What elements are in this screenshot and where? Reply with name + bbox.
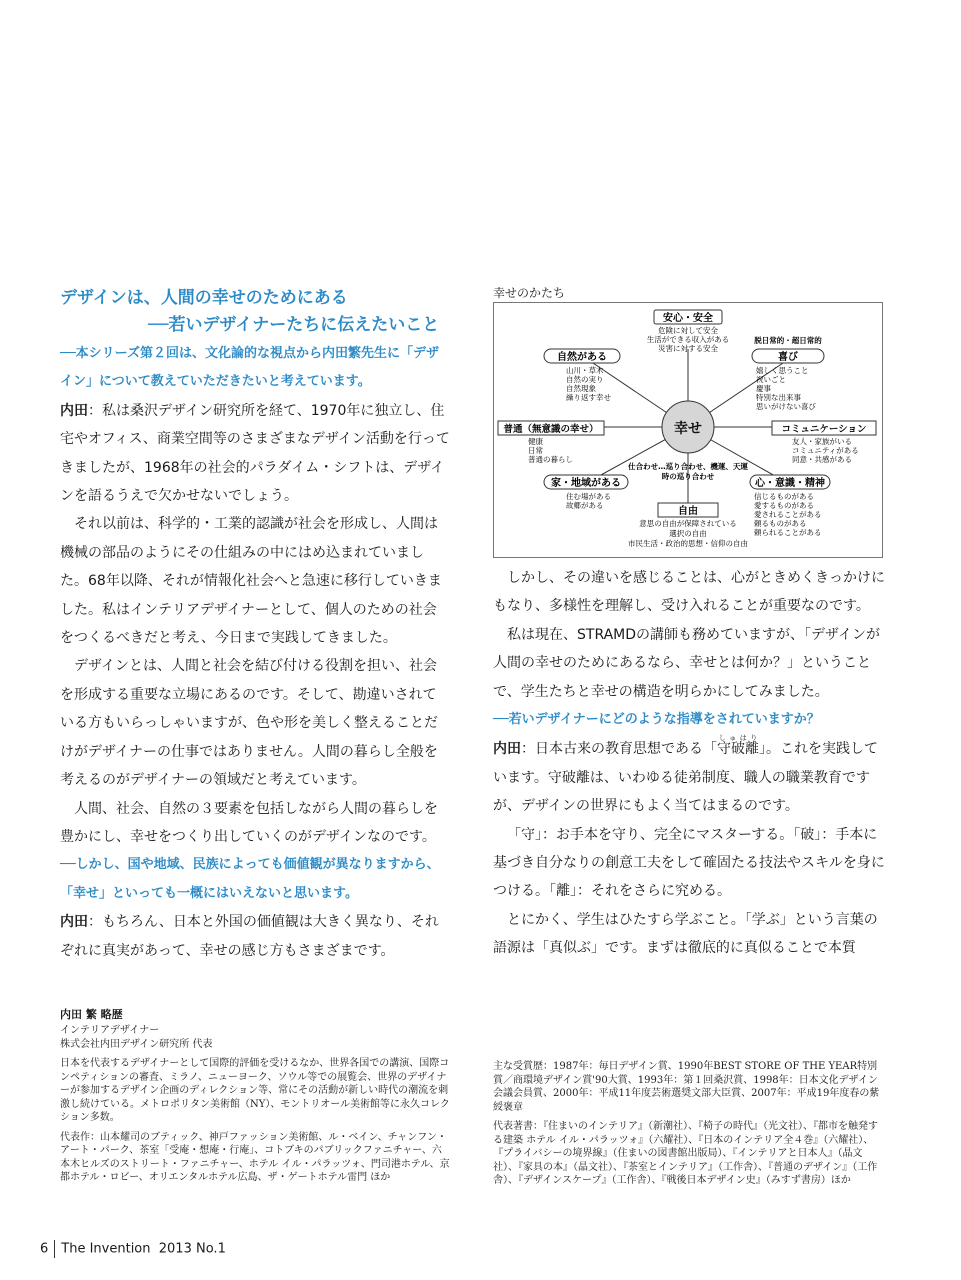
- paragraph: とにかく、学生はひたすら学ぶこと。「学ぶ」という言葉の語源は「真似ぶ」です。まずは徹底的に真似ることで本質: [493, 911, 878, 957]
- node-shizen-item: 山川・草木: [566, 366, 604, 375]
- interviewer-question-1: ──本シリーズ第２回は、文化論的な視点から内田繁先生に「デザイン」について教えていただきたいと考えています。: [60, 346, 440, 390]
- node-futsuu-item: 普通の暮らし: [528, 455, 573, 464]
- node-yorokobi-item: 特別な出来事: [756, 393, 801, 402]
- bio-books: 代表著書：『住まいのインテリア』（新潮社）、『椅子の時代』（光文社）、『都市を触発する建築 ホテル イル・パラッツォ』（六耀社）、『日本のインテリア全４巻』（六耀社）、『プライバシーの境界線』（住まいの図書館出版局）、『インテリアと日本人』（晶文社）、『家具の本』（晶文社）、『茶室とインテリア』（工作舎）、『普通のデザイン』（工作舎）、『デザインスケープ』（工作舎）、『戦後日本デザイン史』（みすず書房）ほか: [493, 1121, 878, 1186]
- bio-role: インテリアデザイナー: [60, 1025, 160, 1036]
- node-jiyu-label: 自由: [678, 506, 698, 517]
- node-ie-label: 家・地域がある: [551, 478, 621, 489]
- shuhari-word: [717, 734, 759, 758]
- center-label: 幸せ: [674, 421, 702, 437]
- article-title: デザインは、人間の幸せのためにある: [60, 288, 348, 308]
- happiness-diagram: [493, 302, 883, 558]
- node-jiyu-item: 市民生活・政治的思想・信仰の自由: [628, 539, 748, 548]
- speaker-name: 内田: [60, 914, 88, 931]
- node-yorokobi-item: 慶事: [756, 384, 771, 393]
- page-number: 6: [40, 1241, 49, 1257]
- node-kokoro-item: 頼られることがある: [754, 528, 822, 537]
- node-yorokobi-item: 嬉しく思うこと: [756, 366, 809, 375]
- interviewer-question-2: ──しかし、国や地域、民族によっても価値観が異なりますから、「幸せ」といっても一概にはいえないと思います。: [60, 857, 440, 901]
- bio-company: 株式会社内田デザイン研究所 代表: [60, 1038, 213, 1050]
- node-kokoro-item: 愛するものがある: [754, 501, 814, 510]
- node-kokoro-label: 心・意識・精神: [755, 478, 825, 489]
- node-comm-item: 友人・家族がいる: [792, 437, 852, 446]
- issue-label: 2013 No.1: [158, 1241, 226, 1257]
- node-futsuu-label: 普通（無意識の幸せ）: [503, 424, 599, 435]
- node-jiyu-item: 選択の自由: [669, 529, 707, 538]
- magazine-name: The Invention: [61, 1241, 151, 1257]
- middle-note-2: 時の巡り合わせ: [661, 472, 715, 481]
- node-ie-item: 住む場がある: [566, 492, 611, 501]
- node-yorokobi-label: 喜び: [778, 352, 798, 363]
- paragraph: 私は現在、STRAMDの講師も務めていますが、「デザインが人間の幸せのためにあるなら、幸せとは何か？」ということで、学生たちと幸せの構造を明らかにしてみました。: [493, 626, 881, 700]
- answer-2-text: ：もちろん、日本と外国の価値観は大きく異なり、それぞれに真実があって、幸せの感じ方もさまざまです。: [60, 914, 439, 959]
- interviewer-question-3: ──若いデザイナーにどのような指導をされていますか？: [493, 712, 820, 728]
- bio-works: 代表作：山本耀司のブティック、神戸ファッション美術館、ル・ベイン、チャンフン・アート・パーク、茶室「受庵・想庵・行庵」、コトブキのパブリックファニチャー、六本木ヒルズのストリート・ファニチャー、ホテル イル・パラッツォ、門司港ホテル、京都ホテル・ロビー、オリエンタルホテル広島、ザ・ゲートホテル雷門 ほか: [60, 1131, 450, 1183]
- article-subtitle: ──若いデザイナーたちに伝えたいこと: [148, 315, 440, 335]
- node-yorokobi-note: 脱日常的・超日常的: [754, 336, 822, 345]
- node-anshin-item: 災害に対する安全: [658, 344, 718, 353]
- node-yorokobi-item: 思いがけない喜び: [756, 402, 816, 411]
- paragraph: 「守」：お手本を守り、完全にマスターする。「破」：手本に基づき自分なりの創意工夫をして確固たる技法やスキルを身につける。「離」：それをさらに究める。: [493, 826, 885, 900]
- bio-left-column: [60, 1024, 450, 1191]
- node-shizen-item: 自然の実り: [566, 375, 604, 384]
- answer-3-pre: ：日本古来の教育思想である「: [521, 741, 717, 758]
- node-anshin-item: 生活ができる収入がある: [646, 335, 730, 344]
- left-column: [60, 340, 450, 965]
- node-anshin-label: 安心・安全: [663, 313, 713, 324]
- paragraph: 人間、社会、自然の３要素を包括しながら人間の暮らしを豊かにし、幸せをつくり出していくのがデザインなのです。: [60, 800, 438, 845]
- shuhari-kanji: 守破離: [717, 741, 759, 758]
- node-comm-item: 同意・共感がある: [792, 455, 852, 464]
- node-futsuu-item: 健康: [528, 437, 543, 446]
- speaker-name: 内田: [493, 741, 521, 758]
- middle-note-1: 仕合わせ…巡り合わせ、機運、天運: [628, 462, 748, 471]
- node-kokoro-item: 愛されることがある: [754, 510, 822, 519]
- paragraph: デザインとは、人間と社会を結び付ける役割を担い、社会を形成する重要な立場にあるのです。そして、勘違いされている方もいらっしゃいますが、色や形を美しく整えることだけがデザイナーの仕事ではありません。人間の暮らし全般を考えるのがデザイナーの領域だと考えています。: [60, 658, 438, 789]
- bio-awards: 主な受賞歴：1987年：毎日デザイン賞、1990年BEST STORE OF THE YEAR特別賞／商環境デザイン賞'90大賞、1993年：第１回桑沢賞、1998年：日本文化デザイン会議会員賞、2000年：平成11年度芸術選奨文部大臣賞、2007年：平成19年度春の紫綬褒章: [493, 1061, 880, 1113]
- node-kokoro-item: 信じるものがある: [754, 492, 814, 501]
- right-column: [493, 564, 885, 963]
- node-comm-label: コミュニケーション: [781, 424, 867, 435]
- node-futsuu-item: 日常: [528, 446, 543, 455]
- answer-1: [60, 397, 450, 511]
- bio-description: 日本を代表するデザイナーとして国際的評価を受けるなか、世界各国での講演、国際コンペティションの審査、ミラノ、ニューヨーク、ソウル等での展覧会、世界のデザイナーが参加するデザイン企画のディレクション等、常にその活動が新しい時代の潮流を刺激し続けている。メトロポリタン美術館（NY）、モントリオール美術館等に永久コレクション多数。: [60, 1058, 450, 1123]
- diagram-caption: 幸せのかたち: [493, 286, 566, 300]
- happiness-diagram-svg: [494, 303, 882, 557]
- bio-right-column: [493, 1060, 883, 1194]
- node-comm-item: コミュニティがある: [792, 446, 859, 455]
- paragraph: しかし、その違いを感じることは、心がときめくきっかけにもなり、多様性を理解し、受け入れることが重要なのです。: [493, 570, 885, 615]
- node-shizen-item: 自然現象: [566, 384, 596, 393]
- shuhari-ruby: しゅはり: [717, 734, 759, 743]
- answer-3-post: 」。これを実践しています。守破離は、いわゆる徒弟制度、職人の職業教育ですが、デザインの世界にもよく当てはまるのです。: [493, 741, 878, 815]
- node-anshin-item: 危険に対して安全: [658, 326, 718, 335]
- paragraph: それ以前は、科学的・工業的認識が社会を形成し、人間は機械の部品のようにその仕組みの中にはめ込まれていました。68年以降、それが情報化社会へと急速に移行していきました。私はインテリアデザイナーとして、個人のための社会をつくるべきだと考え、今日まで実践してきました。: [60, 516, 442, 647]
- answer-2: [60, 908, 450, 965]
- answer-3: [493, 734, 885, 820]
- node-ie-item: 故郷がある: [566, 501, 604, 510]
- node-yorokobi-item: 祝いごと: [756, 375, 786, 384]
- footer-divider: [54, 1240, 55, 1258]
- node-shizen-item: 繰り返す幸せ: [566, 393, 611, 402]
- node-jiyu-item: 意思の自由が保障されている: [639, 519, 737, 528]
- speaker-name: 内田: [60, 402, 88, 419]
- node-kokoro-item: 頼るものがある: [754, 519, 807, 528]
- answer-1-text: ：私は桑沢デザイン研究所を経て、1970年に独立し、住宅やオフィス、商業空間等のさまざまなデザイン活動を行ってきましたが、1968年の社会的パラダイム・シフトは、デザインを語るうえで欠かせないでしょう。: [60, 402, 450, 505]
- bio-heading: 内田 繁 略歴: [60, 1008, 123, 1021]
- page-footer: [40, 1240, 226, 1258]
- node-shizen-label: 自然がある: [557, 352, 607, 363]
